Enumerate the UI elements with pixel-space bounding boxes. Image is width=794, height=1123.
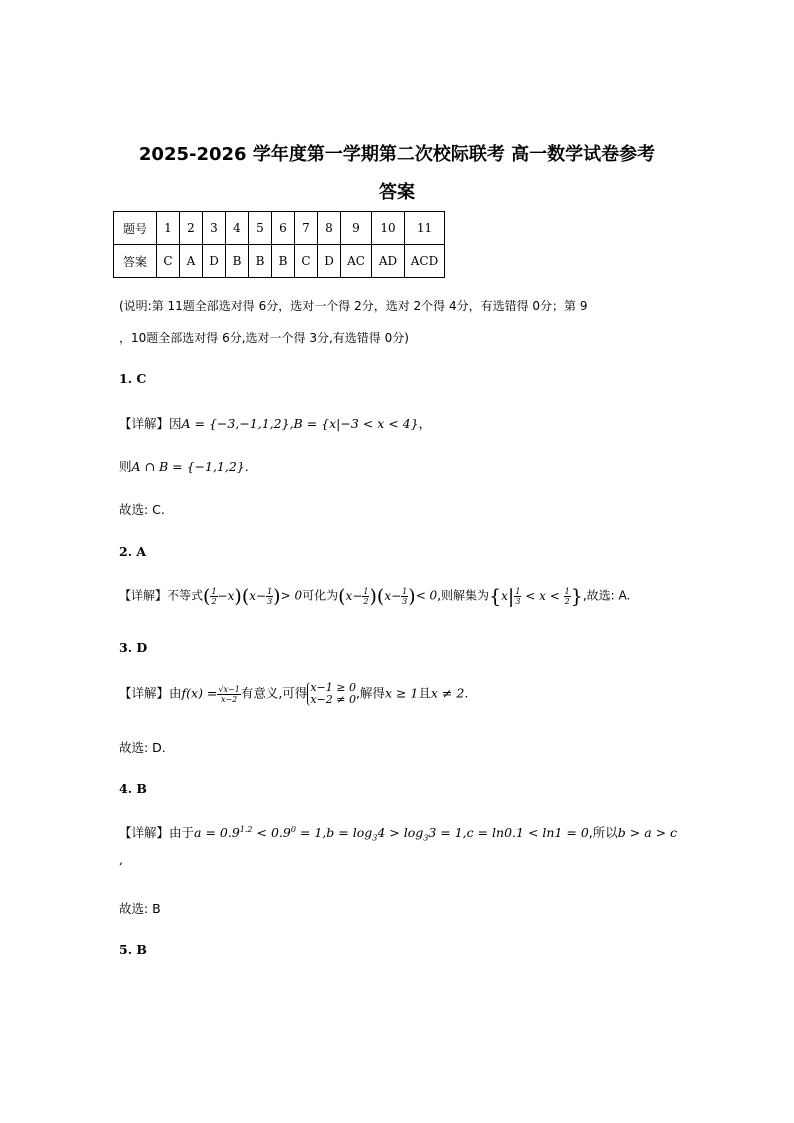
table-cell: 4 (226, 212, 249, 245)
fraction-den: 2 (363, 596, 369, 606)
fraction-den: 3 (515, 596, 521, 606)
table-cell: AC (341, 245, 372, 278)
subscript: 3 (423, 833, 429, 843)
table-header-cell: 题号 (114, 212, 157, 245)
text: 则 (119, 459, 132, 474)
answer-pick: 故选: D. (119, 740, 166, 755)
detail-tag: 【详解】 (119, 588, 168, 603)
table-header-cell: 答案 (114, 245, 157, 278)
fraction-num: √x−1 (218, 684, 240, 694)
fraction-den: 3 (402, 596, 408, 606)
text: x (501, 588, 508, 603)
text: | (507, 585, 515, 607)
scoring-note: (说明:第 11题全部选对得 6分，选对一个得 2分，选对 2个得 4分，有选错得 0分；第 9 (119, 299, 588, 313)
solution-line (119, 823, 677, 843)
text: 且 (418, 685, 431, 701)
fraction-num: 1 (402, 586, 408, 596)
table-cell: B (226, 245, 249, 278)
math-expression: < 0 (415, 588, 438, 603)
solution-line (119, 414, 431, 432)
fraction-den: 2 (564, 596, 570, 606)
table-cell: 9 (341, 212, 372, 245)
text: < (525, 588, 536, 603)
page-title-continued: 答案 (379, 182, 415, 203)
table-cell: C (295, 245, 318, 278)
text: x (539, 588, 546, 603)
table-cell: D (318, 245, 341, 278)
math-expression: 4 > log (377, 825, 424, 840)
table-cell: 2 (180, 212, 203, 245)
question-number: 5. B (119, 942, 147, 957)
text: < (549, 588, 560, 603)
math-expression: = 1,b = log (295, 825, 373, 840)
table-cell: A (180, 245, 203, 278)
text: x (249, 588, 257, 603)
text: ,故选: A. (582, 588, 631, 603)
solution-line: 【详解】不等式( $\frac{1}{2}$ −x)(x− $\frac{1}{3}$ )> 0可化为(x− $\frac{1}{2}$ )(x− $\frac{1}{3}$ )< 0,则解集为{x| $\frac{1}{3}$ < x < $\frac{1}{2}$ },故选: A. (119, 585, 631, 607)
system-line: x−1 ≥ 0 (310, 681, 356, 694)
text: − (391, 588, 402, 603)
text: x (384, 588, 392, 603)
math-expression: x ≠ 2 (430, 685, 465, 701)
fraction-den: 2 (211, 596, 217, 606)
table-cell: 11 (405, 212, 445, 245)
solution-line (119, 682, 468, 706)
math-expression: a = 0.9 (194, 825, 240, 840)
question-number: 3. D (119, 640, 148, 655)
math-expression: A ∩ B = {−1,1,2} (131, 459, 245, 474)
question-number: 2. A (119, 544, 147, 559)
table-row-answers (114, 245, 445, 278)
text: ,解得 (355, 685, 385, 701)
table-cell: B (272, 245, 295, 278)
fraction-num: 1 (267, 586, 273, 596)
math-expression: b > a > c (617, 825, 678, 840)
table-cell: AD (372, 245, 405, 278)
question-number: 1. C (119, 371, 147, 386)
table-cell: C (157, 245, 180, 278)
fraction-num: 1 (211, 586, 217, 596)
trailing-comma: , (119, 852, 123, 867)
table-cell: 6 (272, 212, 295, 245)
math-expression: A = {−3,−1,1,2},B = {x|−3 < x < 4} (181, 416, 419, 431)
text: 可化为 (302, 588, 339, 603)
text: x (227, 588, 235, 603)
scoring-note-continued: ，10题全部选对得 6分,选对一个得 3分,有选错得 0分) (119, 331, 409, 345)
system-line: x−2 ≠ 0 (310, 693, 356, 706)
answer-pick: 故选: B (119, 901, 161, 916)
text: . (244, 459, 249, 474)
detail-tag: 【详解】 (119, 416, 170, 431)
answer-pick: 故选: C. (119, 502, 165, 517)
text: 由 (169, 685, 182, 701)
text: − (352, 588, 363, 603)
text: 有意义,可得 (240, 685, 308, 701)
solution-line (119, 457, 249, 475)
page-title: 2025-2026 学年度第一学期第二次校际联考 高一数学试卷参考 (138, 144, 656, 165)
text: ,则解集为 (437, 588, 490, 603)
fraction-den: 3 (267, 596, 273, 606)
table-cell: B (249, 245, 272, 278)
table-cell: D (203, 245, 226, 278)
text: − (256, 588, 267, 603)
detail-tag: 【详解】 (119, 825, 170, 840)
exponent: 1.2 (239, 824, 253, 834)
text: − (217, 588, 228, 603)
math-expression: < 0.9 (252, 825, 291, 840)
exponent: 0 (290, 824, 296, 834)
math-expression: 3 = 1,c = ln0.1 < ln1 = 0 (428, 825, 589, 840)
text: 因 (169, 416, 182, 431)
table-cell: 1 (157, 212, 180, 245)
table-cell: 3 (203, 212, 226, 245)
fraction-den: x−2 (220, 694, 238, 704)
text: ,所以 (588, 825, 618, 840)
math-expression: f(x) = (181, 685, 218, 701)
table-cell: 7 (295, 212, 318, 245)
text: . (464, 685, 469, 701)
text: ， (418, 416, 432, 431)
text: 不等式 (167, 588, 204, 603)
question-number: 4. B (119, 781, 147, 796)
text: 由于 (169, 825, 195, 840)
subscript: 3 (372, 833, 378, 843)
fraction-num: 1 (515, 586, 521, 596)
answer-table (113, 211, 445, 278)
fraction-num: 1 (564, 586, 570, 596)
fraction-num: 1 (363, 586, 369, 596)
table-cell: 8 (318, 212, 341, 245)
math-expression: > 0 (280, 588, 303, 603)
table-cell: 10 (372, 212, 405, 245)
table-cell: 5 (249, 212, 272, 245)
text: x (345, 588, 353, 603)
equation-system (307, 682, 356, 706)
table-cell: ACD (405, 245, 445, 278)
math-expression: x ≥ 1 (384, 685, 419, 701)
detail-tag: 【详解】 (119, 685, 170, 701)
table-row-numbers (114, 212, 445, 245)
